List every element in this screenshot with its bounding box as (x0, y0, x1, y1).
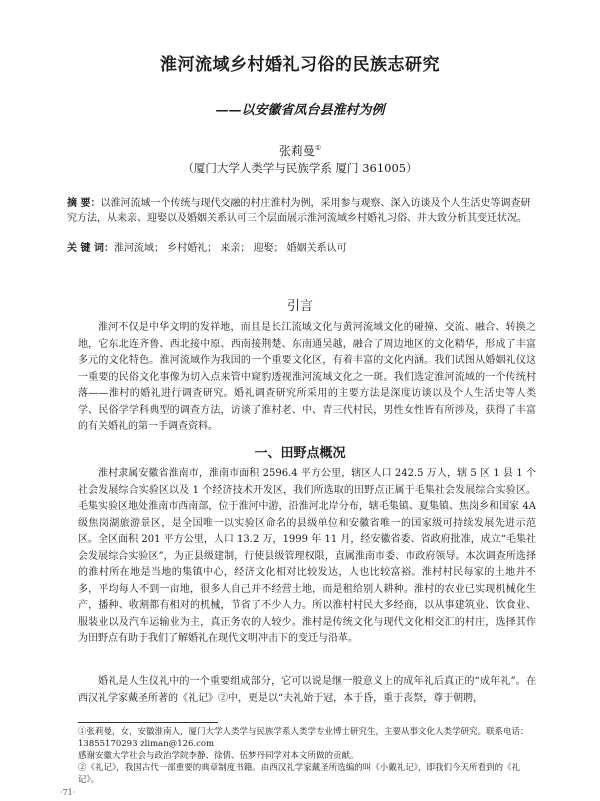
paper-subtitle: ——以安徽省凤台县淮村为例 (215, 103, 385, 118)
page-number: ·71· (60, 788, 76, 797)
author-name: 张莉曼 (278, 144, 315, 158)
footnote-1: ①张莉曼，女，安徽淮南人，厦门大学人类学与民族学系人类学专业博士研究生，主要从事文化人类学研究。联系电话：13855170293 zliman@126.com (78, 727, 529, 749)
paper-title: 淮河流域乡村婚礼习俗的民族志研究 (160, 55, 440, 75)
footnote-2: ②《礼记》，我国古代一部重要的典章制度书籍。由西汉礼学家戴圣所选编的叫《小戴礼记》，即我们今天所看到的《礼记》。 (78, 763, 521, 785)
abstract-label: 摘 要： (67, 198, 101, 209)
author-note-mark: ① (314, 144, 322, 152)
section-heading-field-site: 一、田野点概况 (254, 446, 346, 461)
keywords-text: 淮河流域； 乡村婚礼； 来亲； 迎娶； 婚姻关系认可 (113, 243, 347, 254)
keywords (67, 242, 535, 256)
abstract (67, 196, 535, 226)
wedding-paragraph: 婚礼是人生仪礼中的一个重要组成部分，它可以说是继一般意义上的成年礼后真正的“成年礼”。在西汉礼学家戴圣所著的《礼记》②中，更是以“夫礼始于冠，本于昏，重于丧祭，尊于朝聘， (78, 676, 536, 704)
abstract-text: 以淮河流域一个传统与现代交融的村庄淮村为例，采用参与观察、深入访谈及个人生活史等调查研究方法，从来亲、迎娶以及婚姻关系认可三个层面展示淮河流域乡村婚礼习俗、并大致分析其变迁状况。 (67, 198, 531, 224)
footnote-acknowledgement: 感谢安徽大学社会与政治学院李静、徐倩、伍梦丹同学对本文所做的贡献。 (78, 751, 359, 761)
keywords-label: 关 键 词： (67, 243, 114, 254)
footnote-divider (78, 722, 218, 723)
section-heading-intro: 引言 (286, 299, 313, 314)
field-site-paragraph: 淮村隶属安徽省淮南市，淮南市面积 2596.4 平方公里，辖区人口 242.5 万人，辖 5 区 1 县 1 个社会发展综合实验区以及 1 个经济技术开发区，我们所选取的田野点正属于毛集社会发展综合实验区。毛集实验区地处淮南市西南部，位于淮河中游，沿淮河北岸分布，辖毛集镇、夏集镇、焦岗乡和国家 4A 级焦岗湖旅游景区，是全国唯一以实验区命名的县级单位和安徽省唯一的国家级可持续发展先进示范区。全区面积 201 平方公里，人口 13.2 万，1999 年 11 月，经安徽省委、省政府批准，成立“毛集社会发展综合实验区”，为正县级建制，行使县级管理权限，直属淮南市委、市政府领导。本次调查所选择的淮村所在地是当地的集镇中心，经济文化相对比较发达，人也比较富裕。淮村村民每家的土地并不多，平均每人不到一亩地，很多人自己并不经营土地，而是租给别人耕种。淮村的农业已实现机械化生产，播种、收割都有相对的机械，节省了不少人力。所以淮村村民大多经商，以从事建筑业、饮食业、服装业以及汽车运输业为主，真正务农的人较少。淮村是传统文化与现代文化相交汇的村庄，选择其作为田野点有助于我们了解婚礼在现代文明冲击下的变迁与沿革。 (78, 468, 536, 644)
author-affiliation: （厦门大学人类学与民族学系 厦门 361005） (182, 161, 418, 175)
footnotes (78, 726, 536, 786)
author-line (0, 142, 600, 159)
intro-paragraph: 淮河不仅是中华文明的发祥地，而且是长江流域文化与黄河流域文化的碰撞、交流、融合、转换之地，它东北连齐鲁、西北接中原、西南接荆楚、东南通吴越，融合了周边地区的文化精华，形成了丰富多元的文化特色。淮河流域作为我国的一个重要文化区，有着丰富的文化内涵。我们试图从婚姻礼仪这一重要的民俗文化事像为切入点来管中窥豹透视淮河流域文化之一斑。我们选定淮河流域的一个传统村落——淮村的婚礼进行调查研究。婚礼调查研究所采用的主要方法是深度访谈以及个人生活史等人类学、民俗学学科典型的调查方法，访谈了淮村老、中、青三代村民，男性女性皆有所涉及，获得了丰富的有关婚礼的第一手调查资料。 (78, 322, 536, 432)
